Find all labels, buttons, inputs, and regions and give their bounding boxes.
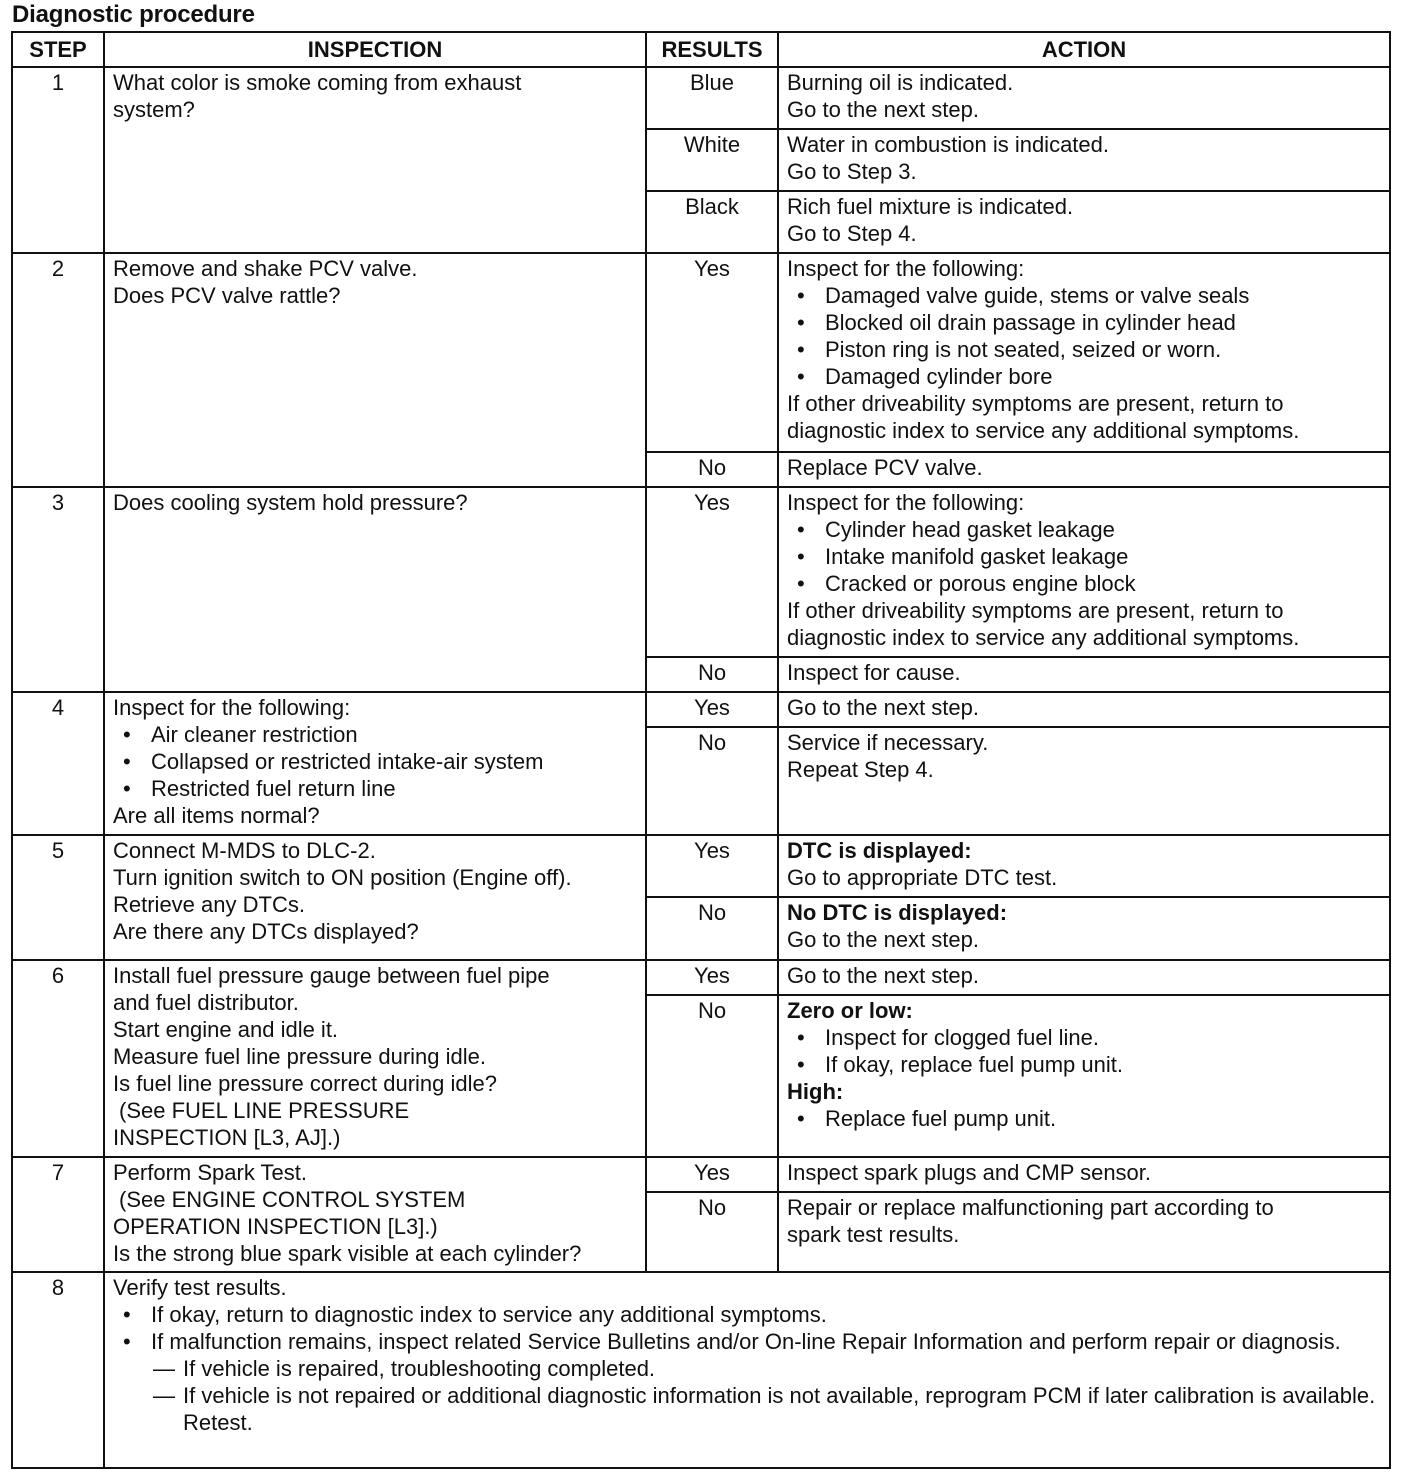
action-text: Service if necessary. <box>787 730 989 756</box>
inspection-text: Connect M-MDS to DLC-2. <box>113 838 376 864</box>
dash-item: — If vehicle is not repaired or additional diagnostic information is not available, reprogram PCM if later calibration is available. Retest. <box>113 1382 1381 1436</box>
step-number: 7 <box>12 1157 104 1272</box>
inspection-cell <box>104 960 646 1157</box>
action-text: Inspect for cause. <box>787 660 961 686</box>
result-cell: Blue <box>646 67 778 129</box>
inspection-cell <box>104 67 646 253</box>
action-cell <box>778 487 1390 657</box>
result-cell: Yes <box>646 960 778 995</box>
table-row <box>12 1157 1390 1192</box>
result-cell: No <box>646 452 778 487</box>
bullet-item: • Collapsed or restricted intake-air system <box>113 748 637 775</box>
table-row <box>12 487 1390 657</box>
header-step: STEP <box>12 32 104 67</box>
header-inspection: INSPECTION <box>104 32 646 67</box>
result-cell: Yes <box>646 835 778 897</box>
action-heading: No DTC is displayed: <box>787 900 1008 926</box>
action-cell <box>778 897 1390 959</box>
action-cell <box>778 253 1390 452</box>
bullet-item: • Cracked or porous engine block <box>787 570 1381 597</box>
result-cell: Yes <box>646 253 778 452</box>
action-text: Inspect for the following: <box>787 490 1025 516</box>
table-row <box>12 835 1390 897</box>
page-title: Diagnostic procedure <box>12 1 255 28</box>
inspection-text: Is the strong blue spark visible at each cylinder? <box>113 1240 582 1266</box>
step-number: 5 <box>12 835 104 959</box>
inspection-text: Install fuel pressure gauge between fuel pipe <box>113 962 550 988</box>
table-row <box>12 1272 1390 1468</box>
inspection-text: Measure fuel line pressure during idle. <box>113 1043 486 1069</box>
action-heading: Zero or low: <box>787 997 913 1023</box>
inspection-cell <box>104 835 646 959</box>
action-cell <box>778 835 1390 897</box>
result-cell: Yes <box>646 487 778 657</box>
action-text: Go to the next step. <box>787 927 980 953</box>
inspection-cell <box>104 1272 1390 1468</box>
inspection-text: Is fuel line pressure correct during idle? <box>113 1070 497 1096</box>
bullet-item: • Restricted fuel return line <box>113 775 637 802</box>
inspection-reference: OPERATION INSPECTION [L3].) <box>113 1213 438 1239</box>
table-row <box>12 692 1390 727</box>
bullet-item: • Damaged cylinder bore <box>787 363 1381 390</box>
dash-item: — If vehicle is repaired, troubleshooting completed. <box>113 1355 1381 1382</box>
bullet-item: • Inspect for clogged fuel line. <box>787 1024 1381 1051</box>
inspection-reference: INSPECTION [L3, AJ].) <box>113 1124 341 1150</box>
bullet-item: • Piston ring is not seated, seized or worn. <box>787 336 1381 363</box>
action-cell <box>778 452 1390 487</box>
bullet-item: • Intake manifold gasket leakage <box>787 543 1381 570</box>
inspection-text: Retrieve any DTCs. <box>113 892 305 918</box>
action-text: Go to Step 3. <box>787 159 917 185</box>
result-cell: No <box>646 995 778 1157</box>
action-cell <box>778 1192 1390 1272</box>
action-cell <box>778 191 1390 253</box>
inspection-cell <box>104 253 646 487</box>
action-text: Go to the next step. <box>787 97 980 123</box>
inspection-text: Does cooling system hold pressure? <box>113 490 468 516</box>
action-cell <box>778 67 1390 129</box>
result-cell: No <box>646 897 778 959</box>
action-text: Go to appropriate DTC test. <box>787 865 1058 891</box>
action-text: Inspect for the following: <box>787 256 1025 282</box>
action-text: Rich fuel mixture is indicated. <box>787 194 1074 220</box>
action-text: Go to the next step. <box>787 962 980 988</box>
action-text: Water in combustion is indicated. <box>787 132 1109 158</box>
inspection-text: What color is smoke coming from exhaust system? <box>113 70 522 123</box>
action-text: If other driveability symptoms are present, return to <box>787 598 1284 624</box>
table-row <box>12 253 1390 452</box>
bullet-item: • Air cleaner restriction <box>113 721 637 748</box>
action-text: Go to the next step. <box>787 695 980 721</box>
step-number: 6 <box>12 960 104 1157</box>
bullet-item: • If malfunction remains, inspect related Service Bulletins and/or On-line Repair Information and perform repair or diagnosis. <box>113 1328 1381 1355</box>
result-cell: No <box>646 1192 778 1272</box>
inspection-text: Does PCV valve rattle? <box>113 283 341 309</box>
action-cell <box>778 960 1390 995</box>
result-cell: Black <box>646 191 778 253</box>
result-cell: White <box>646 129 778 191</box>
result-cell: Yes <box>646 1157 778 1192</box>
inspection-text: Remove and shake PCV valve. <box>113 256 418 282</box>
result-cell: Yes <box>646 692 778 727</box>
inspection-text: Start engine and idle it. <box>113 1016 339 1042</box>
action-text: Inspect spark plugs and CMP sensor. <box>787 1159 1152 1185</box>
action-heading: DTC is displayed: <box>787 838 972 864</box>
inspection-reference: (See ENGINE CONTROL SYSTEM <box>119 1186 466 1212</box>
action-cell <box>778 727 1390 835</box>
step-number: 3 <box>12 487 104 692</box>
header-results: RESULTS <box>646 32 778 67</box>
action-cell <box>778 995 1390 1157</box>
header-action: ACTION <box>778 32 1390 67</box>
inspection-text: Inspect for the following: <box>113 695 351 721</box>
action-text: diagnostic index to service any additional symptoms. <box>787 418 1300 444</box>
action-text: Burning oil is indicated. <box>787 70 1014 96</box>
inspection-cell <box>104 1157 646 1272</box>
table-row <box>12 67 1390 129</box>
bullet-item: • Cylinder head gasket leakage <box>787 516 1381 543</box>
diagnostic-procedure-table <box>11 31 1391 1469</box>
bullet-item: • If okay, replace fuel pump unit. <box>787 1051 1381 1078</box>
action-heading: High: <box>787 1078 844 1104</box>
result-cell: No <box>646 657 778 692</box>
action-text: Go to Step 4. <box>787 221 917 247</box>
inspection-cell <box>104 487 646 692</box>
bullet-item: • Damaged valve guide, stems or valve seals <box>787 282 1381 309</box>
action-cell <box>778 129 1390 191</box>
inspection-reference: (See FUEL LINE PRESSURE <box>119 1097 410 1123</box>
action-text: diagnostic index to service any additional symptoms. <box>787 625 1300 651</box>
inspection-text: Turn ignition switch to ON position (Engine off). <box>113 865 572 891</box>
action-text: spark test results. <box>787 1221 960 1247</box>
inspection-cell <box>104 692 646 835</box>
table-row <box>12 960 1390 995</box>
action-cell <box>778 692 1390 727</box>
action-cell <box>778 657 1390 692</box>
inspection-text: Perform Spark Test. <box>113 1159 307 1185</box>
step-number: 2 <box>12 253 104 487</box>
action-text: Replace PCV valve. <box>787 455 983 481</box>
inspection-text: Are all items normal? <box>113 803 320 829</box>
inspection-text: Verify test results. <box>113 1274 287 1300</box>
step-number: 4 <box>12 692 104 835</box>
action-cell <box>778 1157 1390 1192</box>
step-number: 8 <box>12 1272 104 1468</box>
header-row <box>12 32 1390 67</box>
inspection-text: Are there any DTCs displayed? <box>113 919 419 945</box>
bullet-item: • Replace fuel pump unit. <box>787 1105 1381 1132</box>
result-cell: No <box>646 727 778 835</box>
action-text: If other driveability symptoms are present, return to <box>787 391 1284 417</box>
action-text: Repair or replace malfunctioning part according to <box>787 1194 1274 1220</box>
bullet-item: • Blocked oil drain passage in cylinder head <box>787 309 1381 336</box>
step-number: 1 <box>12 67 104 253</box>
inspection-text: and fuel distributor. <box>113 989 299 1015</box>
action-text: Repeat Step 4. <box>787 757 934 783</box>
bullet-item: • If okay, return to diagnostic index to service any additional symptoms. <box>113 1301 1381 1328</box>
